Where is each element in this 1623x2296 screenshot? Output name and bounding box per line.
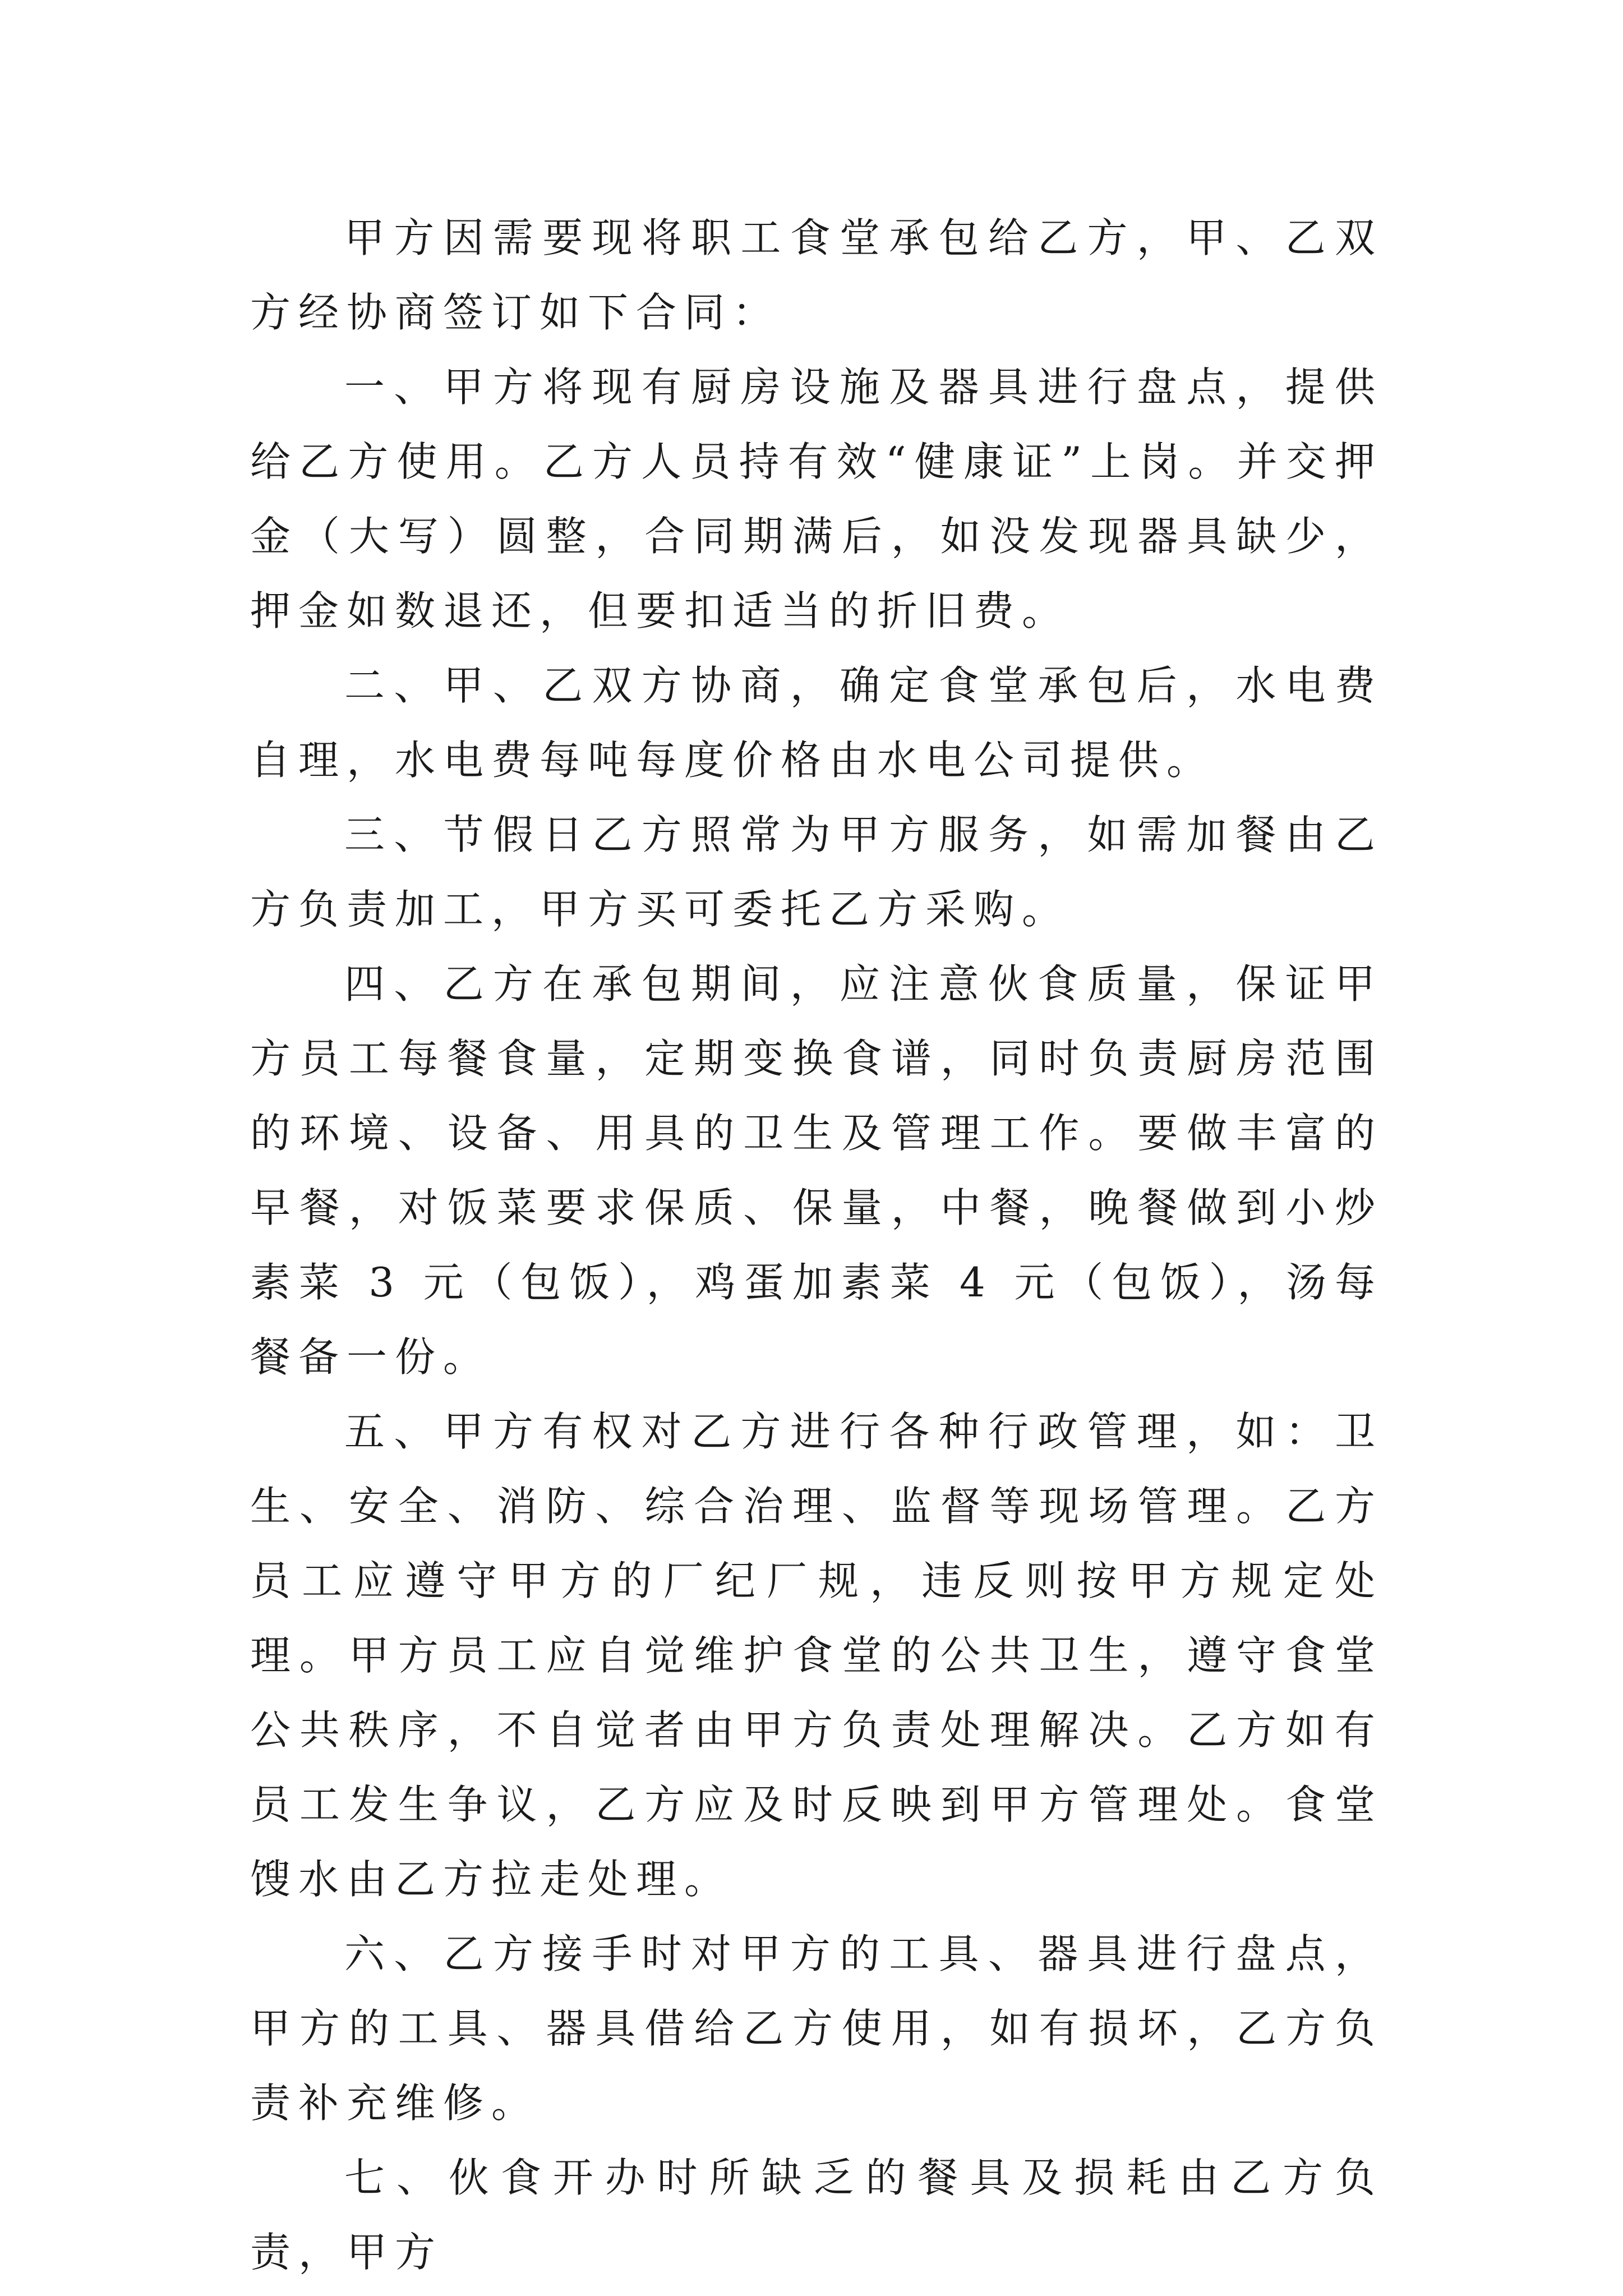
paragraph-clause-4: 四、乙方在承包期间，应注意伙食质量，保证甲方员工每餐食量，定期变换食谱，同时负责厨房范围的环境、设备、用具的卫生及管理工作。要做丰富的早餐，对饭菜要求保质、保量，中餐，晚餐做到小炒素菜 3 元（包饭），鸡蛋加素菜 4 元（包饭），汤每餐备一份。 (250, 960, 1383, 1381)
paragraph-clause-3: 三、节假日乙方照常为甲方服务，如需加餐由乙方负责加工，甲方买可委托乙方采购。 (250, 811, 1383, 933)
paragraph-clause-5: 五、甲方有权对乙方进行各种行政管理，如：卫生、安全、消防、综合治理、监督等现场管理。乙方员工应遵守甲方的厂纪厂规，违反则按甲方规定处理。甲方员工应自觉维护食堂的公共卫生，遵守食堂公共秩序，不自觉者由甲方负责处理解决。乙方如有员工发生争议，乙方应及时反映到甲方管理处。食堂馊水由乙方拉走处理。 (250, 1408, 1383, 1903)
paragraph-clause-2: 二、甲、乙双方协商，确定食堂承包后，水电费自理，水电费每吨每度价格由水电公司提供。 (250, 662, 1383, 784)
document-body (250, 201, 1383, 2290)
paragraph-clause-7: 七、伙食开办时所缺乏的餐具及损耗由乙方负责，甲方 (250, 2154, 1383, 2276)
paragraph-clause-1: 一、甲方将现有厨房设施及器具进行盘点，提供给乙方使用。乙方人员持有效“健康证”上岗。并交押金（大写）圆整，合同期满后，如没发现器具缺少，押金如数退还，但要扣适当的折旧费。 (250, 364, 1383, 634)
paragraph-clause-6: 六、乙方接手时对甲方的工具、器具进行盘点，甲方的工具、器具借给乙方使用，如有损坏，乙方负责补充维修。 (250, 1930, 1383, 2127)
paragraph-intro: 甲方因需要现将职工食堂承包给乙方，甲、乙双方经协商签订如下合同： (250, 214, 1383, 336)
